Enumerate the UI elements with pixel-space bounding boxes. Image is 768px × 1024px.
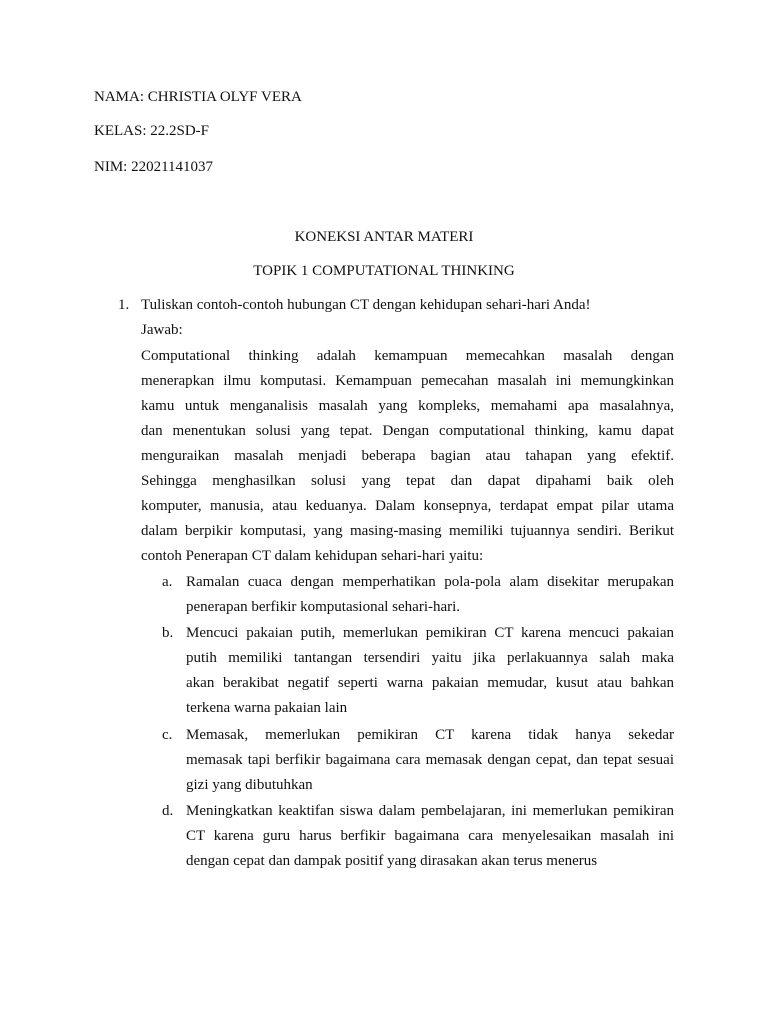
list-item-line: memasak tapi berfikir bagaimana cara memasak dengan cepat, dan tepat sesuai xyxy=(186,752,674,768)
student-name: NAMA: CHRISTIA OLYF VERA xyxy=(94,89,302,105)
list-item-line: dengan cepat dan dampak positif yang dirasakan akan terus menerus xyxy=(186,853,598,869)
list-item-line: Ramalan cuaca dengan memperhatikan pola-pola alam disekitar merupakan xyxy=(186,574,674,590)
list-item-line: akan berakibat negatif seperti warna pakaian memudar, kusut atau bahkan xyxy=(186,675,674,691)
answer-line: dan menentukan solusi yang tepat. Dengan computational thinking, kamu dapat xyxy=(141,423,674,439)
list-item-line: Mencuci pakaian putih, memerlukan pemikiran CT karena mencuci pakaian xyxy=(186,625,674,641)
document-subtitle: TOPIK 1 COMPUTATIONAL THINKING xyxy=(253,263,515,279)
list-item-marker: b. xyxy=(162,625,174,641)
list-item-line: gizi yang dibutuhkan xyxy=(186,777,313,793)
list-item-line: penerapan berfikir komputasional sehari-hari. xyxy=(186,599,461,615)
answer-line: dalam berpikir komputasi, yang masing-masing memiliki tujuannya sendiri. Berikut xyxy=(141,523,674,539)
student-nim: NIM: 22021141037 xyxy=(94,159,214,175)
list-item-marker: c. xyxy=(162,727,173,743)
list-item-line: Memasak, memerlukan pemikiran CT karena tidak hanya sekedar xyxy=(186,727,674,743)
list-item-marker: d. xyxy=(162,803,174,819)
answer-line: kamu untuk menganalisis masalah yang kompleks, memahami apa masalahnya, xyxy=(141,398,674,414)
list-item-line: CT karena guru harus berfikir bagaimana cara menyelesaikan masalah ini xyxy=(186,828,674,844)
list-item-line: terkena warna pakaian lain xyxy=(186,700,348,716)
answer-line: contoh Penerapan CT dalam kehidupan sehari-hari yaitu: xyxy=(141,548,484,564)
answer-line: menguraikan masalah menjadi beberapa bagian atau tahapan yang efektif. xyxy=(141,448,674,464)
list-item-marker: a. xyxy=(162,574,173,590)
answer-label: Jawab: xyxy=(141,322,183,338)
answer-line: komputer, manusia, atau keduanya. Dalam konsepnya, terdapat empat pilar utama xyxy=(141,498,674,514)
question-text: Tuliskan contoh-contoh hubungan CT dengan kehidupan sehari-hari Anda! xyxy=(141,297,591,313)
answer-line: Computational thinking adalah kemampuan memecahkan masalah dengan xyxy=(141,348,674,364)
document-title: KONEKSI ANTAR MATERI xyxy=(294,229,474,245)
list-item-line: Meningkatkan keaktifan siswa dalam pembelajaran, ini memerlukan pemikiran xyxy=(186,803,674,819)
answer-line: Sehingga menghasilkan solusi yang tepat dan dapat dipahami baik oleh xyxy=(141,473,674,489)
student-class: KELAS: 22.2SD-F xyxy=(94,123,210,139)
list-item-line: putih memiliki tantangan tersendiri yaitu jika perlakuannya salah maka xyxy=(186,650,674,666)
answer-line: menerapkan ilmu komputasi. Kemampuan pemecahan masalah ini memungkinkan xyxy=(141,373,674,389)
question-number: 1. xyxy=(118,297,130,313)
